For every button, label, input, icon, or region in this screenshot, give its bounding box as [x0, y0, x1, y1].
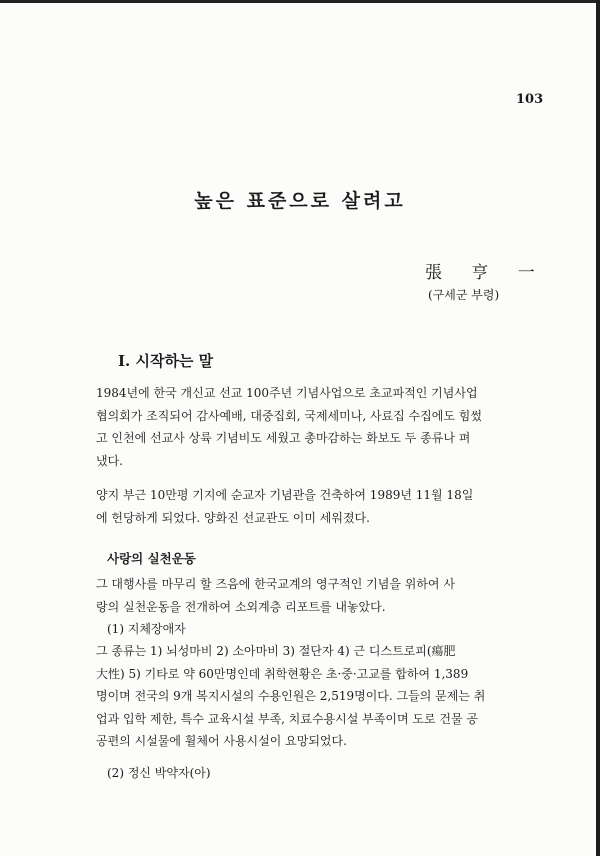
paragraph-line: 그 대행사를 마무리 할 즈음에 한국교계의 영구적인 기념을 위하여 사 [96, 577, 455, 591]
paragraph-line: 에 헌당하게 되었다. 양화진 선교관도 이미 세워졌다. [96, 510, 370, 525]
paragraph-line: 업과 입학 제한, 특수 교육시설 부족, 치료수용시설 부족이며 도로 건물 공 [96, 711, 478, 726]
paragraph-line: 그 종류는 1) 뇌성마비 2) 소아마비 3) 절단자 4) 근 디스트로피(瘍肥 [96, 644, 456, 658]
paragraph-line: 협의회가 조직되어 감사예배, 대중집회, 국제세미나, 사료집 수집에도 힘썼 [96, 408, 482, 423]
scan-edge-right [596, 0, 600, 856]
paragraph-line: 공편의 시설물에 휠체어 사용시설이 요망되었다. [96, 734, 347, 748]
paragraph-2 [96, 484, 541, 529]
section-heading: Ⅰ. 시작하는 말 [118, 352, 214, 370]
paragraph-3 [96, 573, 541, 618]
list-item-heading: (1) 지체장애자 [107, 622, 186, 636]
page-number: 103 [516, 92, 544, 107]
paragraph-line: 1984년에 한국 개신교 선교 100주년 기념사업으로 초교파적인 기념사업 [96, 386, 478, 400]
scan-edge-top [0, 0, 600, 3]
paragraph-4 [96, 640, 541, 753]
subheading: 사랑의 실천운동 [107, 551, 196, 566]
paragraph-line: 양지 부근 10만평 기지에 순교자 기념관을 건축하여 1989년 11월 18일 [96, 488, 474, 502]
article-title: 높은 표준으로 살려고 [194, 190, 406, 212]
author-name: 張 亨 一 [425, 263, 547, 283]
author-affiliation: (구세군 부령) [428, 288, 500, 302]
paragraph-line: 랑의 실천운동을 전개하여 소외계층 리포트를 내놓았다. [96, 599, 386, 614]
list-item-heading: (2) 정신 박약자(아) [107, 766, 211, 780]
paragraph-1 [96, 382, 541, 472]
paragraph-line: 大性) 5) 기타로 약 60만명인데 취학현황은 초·중·고교를 합하여 1,389 [96, 666, 469, 681]
paragraph-line: 명이며 전국의 9개 복지시설의 수용인원은 2,519명이다. 그들의 문제는 취 [96, 689, 486, 703]
paragraph-line: 고 인천에 선교사 상륙 기념비도 세웠고 총마감하는 화보도 두 종류나 펴 [96, 431, 471, 445]
paragraph-line: 냈다. [96, 453, 123, 468]
